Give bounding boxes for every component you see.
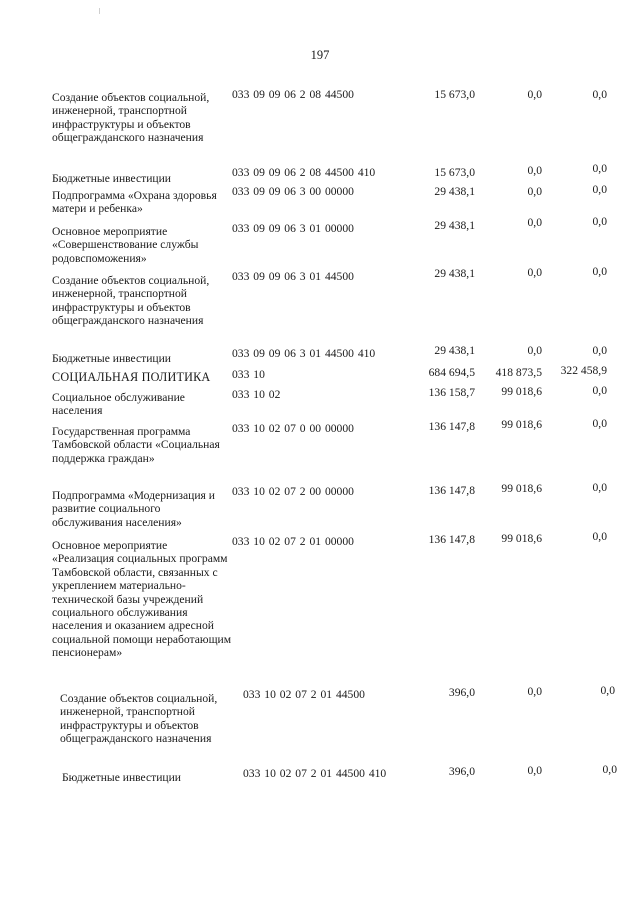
row-value-2: 0,0 (527, 344, 542, 357)
row-name: Основное мероприятие «Реализация социальных программ Тамбовской области, связанных с укреплением материально-технической базы учреждений социального обслуживания населения и оказанием адресной социальной помощи неработающим пенсионерам» (52, 539, 232, 660)
row-value-3: 0,0 (592, 215, 607, 228)
row-value-1: 396,0 (448, 765, 475, 778)
row-code: 033 09 09 06 2 08 44500 (232, 88, 354, 101)
row-value-1: 29 438,1 (434, 344, 475, 357)
row-value-1: 29 438,1 (434, 185, 475, 198)
row-code: 033 09 09 06 3 00 00000 (232, 185, 354, 198)
row-name: Создание объектов социальной, инженерной, транспортной инфраструктуры и объектов общегражданского назначения (52, 274, 210, 328)
row-value-1: 15 673,0 (434, 88, 475, 101)
row-value-3: 0,0 (592, 88, 607, 101)
row-code: 033 10 02 07 2 00 00000 (232, 485, 354, 498)
row-name: Бюджетные инвестиции (62, 771, 182, 784)
row-value-1: 684 694,5 (428, 366, 475, 379)
row-name: Подпрограмма «Охрана здоровья матери и ребенка» (52, 189, 217, 216)
row-value-2: 418 873,5 (495, 366, 542, 379)
row-value-1: 29 438,1 (434, 219, 475, 232)
row-code: 033 09 09 06 3 01 00000 (232, 222, 354, 235)
row-value-1: 136 147,8 (428, 484, 475, 497)
row-value-2: 0,0 (527, 164, 542, 177)
row-value-3: 322 458,9 (560, 364, 607, 377)
row-value-3: 0,0 (592, 265, 607, 278)
row-code: 033 09 09 06 3 01 44500 (232, 270, 354, 283)
row-code: 033 10 02 07 0 00 00000 (232, 422, 354, 435)
row-value-3: 0,0 (592, 481, 607, 494)
row-name: Подпрограмма «Модернизация и развитие социального обслуживания населения» (52, 489, 215, 529)
row-code: 033 10 02 (232, 388, 281, 401)
row-code: 033 10 (232, 368, 265, 381)
row-value-2: 99 018,6 (501, 532, 542, 545)
row-name: Бюджетные инвестиции (52, 172, 172, 185)
row-code: 033 10 02 07 2 01 44500 (243, 688, 365, 701)
row-value-2: 99 018,6 (501, 482, 542, 495)
row-value-3: 0,0 (592, 417, 607, 430)
row-value-2: 0,0 (527, 685, 542, 698)
row-value-3: 0,0 (592, 530, 607, 543)
row-value-3: 0,0 (592, 183, 607, 196)
row-value-1: 396,0 (448, 686, 475, 699)
row-name: Государственная программа Тамбовской области «Социальная поддержка граждан» (52, 425, 220, 465)
row-value-2: 99 018,6 (501, 385, 542, 398)
row-name: Бюджетные инвестиции (52, 352, 172, 365)
row-code: 033 10 02 07 2 01 44500 410 (243, 767, 387, 780)
row-name: Создание объектов социальной, инженерной, транспортной инфраструктуры и объектов общегражданского назначения (52, 91, 210, 145)
row-value-2: 99 018,6 (501, 418, 542, 431)
row-name: Социальное обслуживание населения (52, 391, 185, 418)
row-value-1: 29 438,1 (434, 267, 475, 280)
row-code: 033 10 02 07 2 01 00000 (232, 535, 354, 548)
row-value-1: 136 147,8 (428, 533, 475, 546)
row-value-1: 136 147,8 (428, 420, 475, 433)
row-value-2: 0,0 (527, 185, 542, 198)
section-title: СОЦИАЛЬНАЯ ПОЛИТИКА (52, 370, 211, 384)
row-value-3: 0,0 (592, 344, 607, 357)
row-value-3: 0,0 (592, 384, 607, 397)
scan-mark (99, 8, 100, 14)
row-value-1: 136 158,7 (428, 386, 475, 399)
row-value-3: 0,0 (600, 684, 615, 697)
row-value-2: 0,0 (527, 266, 542, 279)
row-value-2: 0,0 (527, 764, 542, 777)
row-value-1: 15 673,0 (434, 166, 475, 179)
row-value-3: 0,0 (592, 162, 607, 175)
page-number: 197 (310, 48, 330, 62)
row-name: Создание объектов социальной, инженерной, транспортной инфраструктуры и объектов общегражданского назначения (60, 692, 218, 746)
row-name: Основное мероприятие «Совершенствование службы родовспоможения» (52, 225, 199, 265)
row-value-2: 0,0 (527, 216, 542, 229)
row-code: 033 09 09 06 3 01 44500 410 (232, 347, 376, 360)
row-code: 033 09 09 06 2 08 44500 410 (232, 166, 376, 179)
row-value-3: 0,0 (602, 763, 617, 776)
row-value-2: 0,0 (527, 88, 542, 101)
